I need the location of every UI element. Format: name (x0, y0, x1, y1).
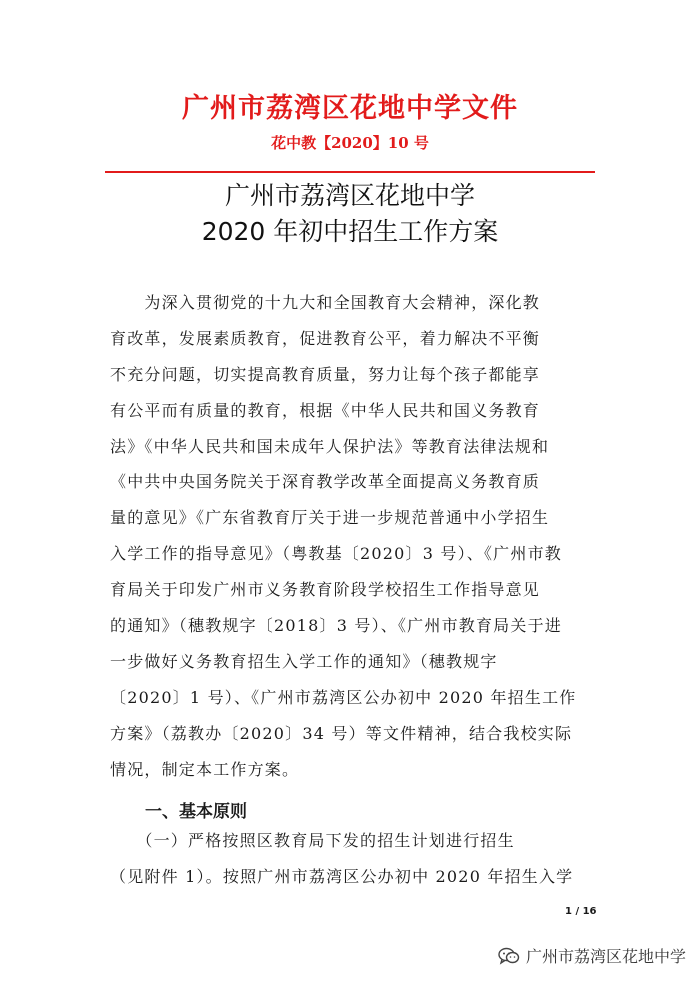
section-heading: 一、基本原则 (145, 802, 247, 822)
document-header-title: 广州市荔湾区花地中学文件 (182, 93, 518, 124)
wechat-icon (498, 947, 520, 965)
document-title-line-2: 2020 年初中招生工作方案 (201, 217, 499, 246)
body-line: 入学工作的指导意见》（粤教基〔2020〕3 号）、《广州市教 (110, 544, 562, 564)
body-line: 一步做好义务教育招生入学工作的通知》（穗教规字 (110, 651, 498, 671)
body-line: 法》《中华人民共和国未成年人保护法》等教育法律法规和 (110, 436, 550, 456)
page-number: 1 / 16 (565, 906, 597, 917)
header-divider (105, 171, 595, 173)
watermark-label: 广州市荔湾区花地中学 (525, 947, 686, 966)
document-title-line-1: 广州市荔湾区花地中学 (224, 181, 475, 210)
body-line: 为深入贯彻党的十九大和全国教育大会精神，深化教 (110, 293, 541, 312)
body-line: 《中共中央国务院关于深育教学改革全面提高义务教育质 (110, 472, 541, 492)
body-line: 有公平而有质量的教育，根据《中华人民共和国义务教育 (110, 400, 541, 420)
body-line: 育改革，发展素质教育，促进教育公平，着力解决不平衡 (110, 328, 541, 348)
body-line: 量的意见》《广东省教育厅关于进一步规范普通中小学招生 (110, 508, 550, 528)
wechat-watermark (498, 944, 686, 967)
body-line: 情况，制定本工作方案。 (110, 759, 300, 779)
document-number: 花中教【2020】10 号 (271, 134, 429, 152)
body-line: （一）严格按照区教育局下发的招生计划进行招生 (110, 831, 515, 851)
body-line: 不充分问题，切实提高教育质量，努力让每个孩子都能享 (110, 364, 541, 384)
body-line: 〔2020〕1 号）、《广州市荔湾区公办初中 2020 年招生工作 (110, 687, 577, 707)
body-line: 的通知》（穗教规字〔2018〕3 号）、《广州市教育局关于进 (110, 616, 562, 636)
body-line: 方案》（荔教办〔2020〕34 号）等文件精神，结合我校实际 (110, 723, 573, 743)
body-line: （见附件 1）。按照广州市荔湾区公办初中 2020 年招生入学 (110, 867, 574, 887)
body-line: 育局关于印发广州市义务教育阶段学校招生工作指导意见 (110, 580, 541, 600)
